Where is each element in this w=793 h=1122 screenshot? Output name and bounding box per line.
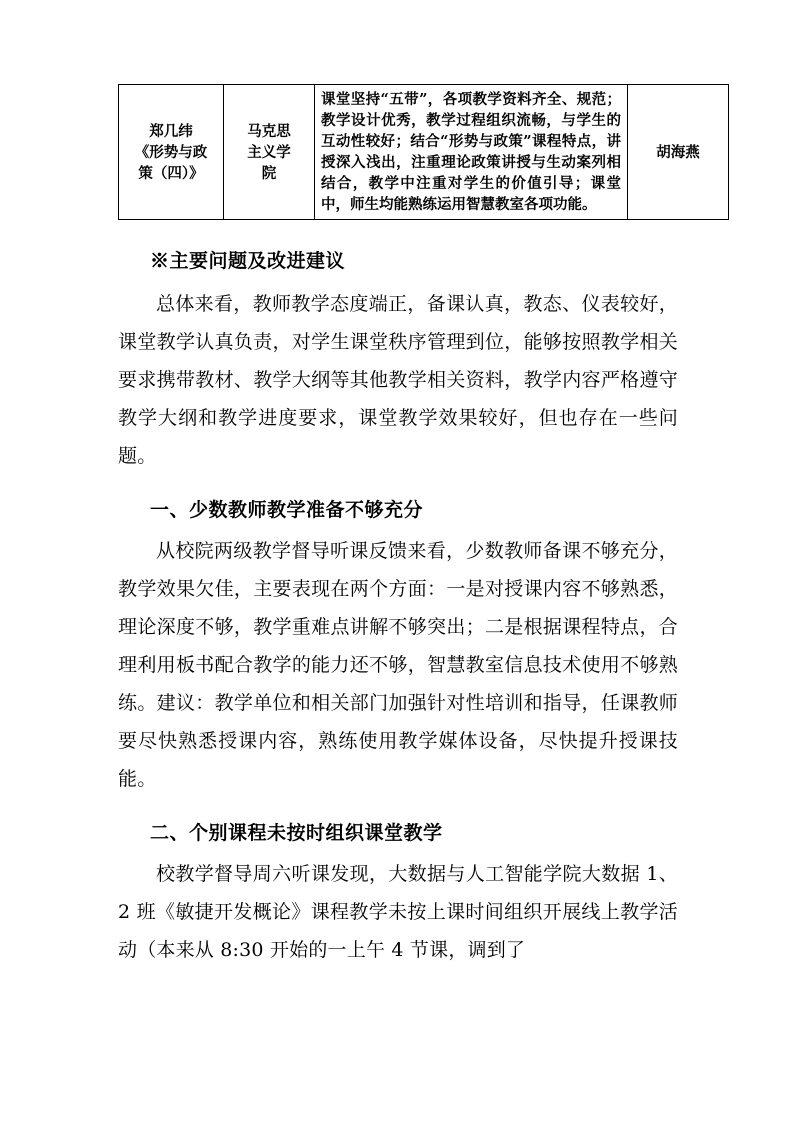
table-row: [119, 85, 729, 220]
teaching-evaluation-table: [118, 84, 729, 220]
table-body: [119, 85, 729, 220]
subsection-heading-1: 一、少数教师教学准备不够充分: [150, 499, 424, 522]
department-line2: 主义学: [247, 143, 291, 161]
page-content: [118, 84, 700, 975]
cell-evaluation-comment: 课堂坚持“五带”，各项教学资料齐全、规范；教学设计优秀，教学过程组织流畅，与学生的互动性较好；结合“形势与政策”课程特点，讲授深入浅出，注重理论政策讲授与生动案列相结合，教学中注重对学生的价值引导；课堂中，师生均能熟练运用智慧教室各项功能。: [315, 85, 628, 220]
section-title-main-problems: ※主要问题及改进建议: [150, 250, 346, 273]
department-line1: 马克思: [247, 122, 291, 140]
subsection-heading-2: 二、个别课程未按时组织课堂教学: [150, 822, 443, 845]
teacher-name: 郑几纬: [149, 122, 193, 140]
course-name-line2: 策（四）》: [138, 164, 204, 182]
department-line3: 院: [261, 164, 277, 182]
subsection-paragraph-1: 从校院两级教学督导听课反馈来看，少数教师备课不够充分，教学效果欠佳，主要表现在两个方面：一是对授课内容不够熟悉，理论深度不够，教学重难点讲解不够突出；二是根据课程特点，合理利用板书配合教学的能力还不够，智慧教室信息技术使用不够熟练。建议：教学单位和相关部门加强针对性培训和指导，任课教师要尽快熟悉授课内容，熟练使用教学媒体设备，尽快提升授课技能。: [118, 540, 678, 791]
paragraph-overview: 总体来看，教师教学态度端正，备课认真，教态、仪表较好，课堂教学认真负责，对学生课堂秩序管理到位，能够按照教学相关要求携带教材、教学大纲等其他教学相关资料，教学内容严格遵守教学大纲和教学进度要求，课堂教学效果较好，但也存在一些问题。: [118, 293, 678, 468]
course-name-line1: 《形势与政: [134, 143, 208, 161]
cell-department: [224, 85, 315, 220]
subsection-paragraph-2: 校教学督导周六听课发现，大数据与人工智能学院大数据 1、2 班《敏捷开发概论》课程教学未按上课时间组织开展线上教学活动（本来从 8:30 开始的一上午 4 节课，调到了: [118, 863, 678, 962]
cell-reviewer: 胡海燕: [628, 85, 729, 220]
cell-teacher-course: [119, 85, 224, 220]
